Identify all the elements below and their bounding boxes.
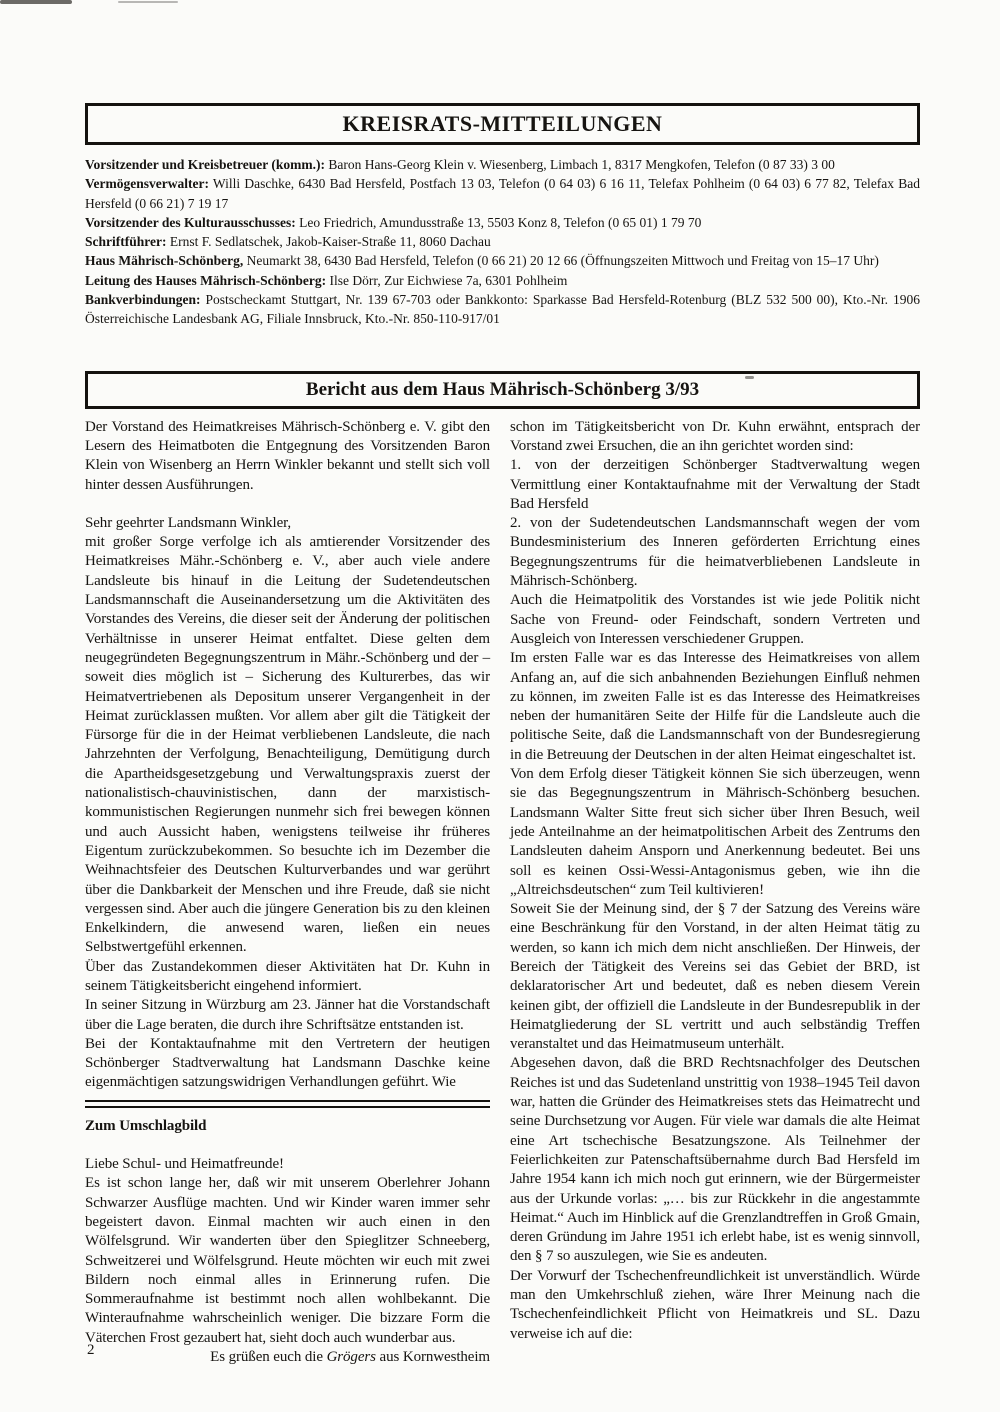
article-columns <box>85 418 920 1368</box>
paragraph: schon im Tätigkeitsbericht von Dr. Kuhn erwähnt, entsprach der Vorstand zwei Ersuchen, die an ihn gerichtet worden sind: <box>510 418 920 454</box>
contact-text: Ilse Dörr, Zur Eichwiese 7a, 6301 Pohlheim <box>329 272 568 288</box>
masthead-contacts <box>85 155 920 329</box>
left-column <box>85 418 490 1368</box>
contact-text: Postscheckamt Stuttgart, Nr. 139 67-703 oder Bankkonto: Sparkasse Bad Hersfeld-Rotenburg (BLZ 532 500 00), Kto.-Nr. 1906 Österreichische Landesbank AG, Filiale Innsbruck, Kto.-Nr. 850-110-917/01 <box>85 292 921 327</box>
contact-label: Bankverbindungen: <box>85 292 201 308</box>
paragraph: Der Vorstand des Heimatkreises Mährisch-Schönberg e. V. gibt den Lesern des Heimatboten die Entgegnung des Vorsitzenden Baron Klein von Wisenberg an Herrn Winkler bekannt und stellt sich voll hinter dessen Ausführungen. <box>85 418 490 493</box>
cover-note-heading: Zum Umschlagbild <box>85 1117 207 1134</box>
paragraph-list-item-1: 1. von der derzeitigen Schönberger Stadtverwaltung wegen Vermittlung einer Kontaktaufnahme mit der Verwaltung der Stadt Bad Hersfeld <box>510 457 920 512</box>
contact-label: Vermögensverwalter: <box>85 176 209 192</box>
contact-text: Leo Friedrich, Amundusstraße 13, 5503 Konz 8, Telefon (0 65 01) 1 79 70 <box>299 214 702 230</box>
contact-text: Ernst F. Sedlatschek, Jakob-Kaiser-Straße 11, 8060 Dachau <box>169 234 491 250</box>
paragraph: Es ist schon lange her, daß wir mit unserem Oberlehrer Johann Schwarzer Ausflüge machten. Und wir Kinder waren immer sehr begeistert davon. Einmal machten wir auch einen in den Wölfelsgrund. Wir wanderten über den Spieglitzer Schneeberg, Schweitzerei und Wölfelsgrund. Heute möchten wir euch mit zwei Bildern noch einmal alles in Erinnerung rufen. Die Sommeraufnahme ist bestimmt noch allen wohlbekannt. Die Winteraufnahme wahrscheinlich weniger. Die bizzare Form die Väterchen Frost gezaubert hat, sieht doch auch wunderbar aus. <box>85 1175 490 1346</box>
paragraph: Der Vorwurf der Tschechenfreundlichkeit ist unverständlich. Würde man den Umkehrschluß ziehen, wäre Ihrer Meinung nach die Tschechenfeindlichkeit Pflicht von Heimatkreis und SL. Dazu verweise ich auf die: <box>510 1267 920 1342</box>
contact-label: Schriftführer: <box>85 234 167 250</box>
paragraph: Über das Zustandekommen dieser Aktivitäten hat Dr. Kuhn in seinem Tätigkeitsbericht eingehend informiert. <box>85 958 490 994</box>
paragraph: Bei der Kontaktaufnahme mit den Vertretern der heutigen Schönberger Stadtverwaltung hat Landsmann Daschke keine eigenmächtigen satzungswidrigen Verhandlungen geführt. Wie <box>85 1035 490 1091</box>
page-content <box>85 0 920 1367</box>
contact-line-bank <box>85 290 920 329</box>
signature-line <box>85 1348 490 1367</box>
paragraph: Liebe Schul- und Heimatfreunde! <box>85 1156 284 1173</box>
article-heading: Bericht aus dem Haus Mährisch-Schönberg 3/93 <box>305 378 700 400</box>
page-number: 2 <box>87 1342 95 1358</box>
paragraph: mit großer Sorge verfolge ich als amtierender Vorsitzender des Heimatkreises Mähr.-Schönberg e. V., aber auch viele andere Landsleute bis hinauf in die Leitung der Sudetendeutschen Landsmannschaft die Auseinandersetzung um die Aktivitäten des Vorstandes des Vereins, die dieser seit der Änderung der politischen Verhältnisse in unserer Heimat entfaltet. Diese gelten dem neugegründeten Begegnungszentrum in Mähr.-Schönberg und der – soweit dies möglich ist – Sicherung des Kulturerbes, das wir Heimatvertriebenen als Depositum unserer Vergangenheit in der Heimat zurücklassen mußten. Vor allem aber gilt die Tätigkeit der Fürsorge für die in der Heimat verbliebenen Landsleute, die nach Jahrzehnten der Verfolgung, Benachteiligung, Demütigung durch die Apartheidsgesetzgebung und Verwaltungspraxis zuerst der nationalistisch-chauvinistischen, dann der marxistisch-kommunistischen Regierungen nunmehr sich frei bewegen können und auch Aussicht haben, wenigstens teilweise ihr früheres Eigentum zurückzubekommen. So besuchte ich im Dezember die Weihnachtsfeier des Deutschen Kulturverbandes und war gerührt über die Dankbarkeit der Menschen und ihre Freude, daß sie nicht vergessen sind. Aber auch die jüngere Generation bis zu den kleinen Enkelkindern, die anwesend waren, ließen ein neues Selbstwertgefühl erkennen. <box>85 534 490 956</box>
contact-line-chairman <box>85 155 920 174</box>
masthead-title-box <box>85 103 920 145</box>
contact-text: Willi Daschke, 6430 Bad Hersfeld, Postfach 13 03, Telefon (0 64 03) 6 16 11, Telefax Pohlheim (0 64 03) 6 77 82, Telefax Bad Hersfeld (0 66 21) 7 19 17 <box>85 176 920 211</box>
signature-suffix: aus Kornwestheim <box>375 1349 490 1366</box>
contact-label: Vorsitzender des Kulturausschusses: <box>85 214 296 230</box>
masthead-title: KREISRATS-MITTEILUNGEN <box>342 111 663 136</box>
scan-artifact <box>0 0 72 4</box>
contact-label: Haus Mährisch-Schönberg, <box>85 253 244 269</box>
contact-text: Neumarkt 38, 6430 Bad Hersfeld, Telefon (0 66 21) 20 12 66 (Öffnungszeiten Mittwoch und Freitag von 15–17 Uhr) <box>246 253 879 269</box>
contact-label: Leitung des Hauses Mährisch-Schönberg: <box>85 272 327 288</box>
contact-line-house <box>85 251 920 270</box>
contact-label: Vorsitzender und Kreisbetreuer (komm.): <box>85 157 325 172</box>
article-heading-box <box>85 371 920 409</box>
paragraph: Im ersten Falle war es das Interesse des Heimatkreises von allem Anfang an, auf die sich anbahnenden Beziehungen Einfluß nehmen zu können, im zweiten Falle ist es das Interesse des Heimatkreises neben der humanitären Seite der Hilfe für die Landsleute auch die politische Seite, daß die Landsmannschaft von der Bundesregierung in die Betreuung der Deutschen in der alten Heimat eingeschaltet ist. <box>510 650 920 763</box>
paragraph-list-item-2: 2. von der Sudetendeutschen Landsmannschaft wegen der vom Bundesministerium des Inneren geförderten Errichtung eines Begegnungszentrums für die heimatverbliebenen Landsleute in Mährisch-Schönberg. <box>510 515 920 590</box>
paragraph: Abgesehen davon, daß die BRD Rechtsnachfolger des Deutschen Reiches ist und das Sudetenland unstrittig von 1938–1945 Teil davon war, hatten die Gründer des Heimatkreises stets das Heimatrecht und seine Durchsetzung vor Augen. Für viele war damals die alte Heimat eine Art tschechische Besatzungszone. Als Teilnehmer der Feierlichkeiten zur Patenschaftsübernahme durch Bad Hersfeld im Jahre 1954 kann ich mich noch gut erinnern, wie der Bürgermeister aus der Urkunde vorlas: „… bis zur Rückkehr in die angestammte Heimat.“ Auch im Hinblick auf die Grenzlandtreffen in Groß Gmain, deren Gründung im Jahre 1951 ich erlebt habe, ist es wenig sinnvoll, den § 7 so auszulegen, wie Sie es andeuten. <box>510 1055 920 1265</box>
section-divider <box>85 1100 490 1108</box>
paragraph-salutation: Sehr geehrter Landsmann Winkler, <box>85 514 292 531</box>
paragraph: Soweit Sie der Meinung sind, der § 7 der Satzung des Vereins wäre eine Beschränkung für den Vorstand, in der alten Heimat tätig zu werden, so kann ich mich dem nicht anschließen. Der Hinweis, der Bereich der Tätigkeit des Vereins sei das Gebiet der BRD, ist deklaratorischer Art und bedeutet, daß es neben diesem Verein keinen gibt, der offiziell die Landsleute in der Bundesrepublik in der Heimatgliederung der SL vertritt und auch selbständig Treffen veranstaltet und das Heimatmuseum unterhält. <box>510 901 920 1053</box>
contact-line-culture-chair <box>85 213 920 232</box>
paragraph: Auch die Heimatpolitik des Vorstandes ist wie jede Politik nicht Sache von Freund- oder Feindschaft, sondern Vertreten und Ausgleich von Interessen verschiedener Gruppen. <box>510 592 920 647</box>
contact-line-secretary <box>85 232 920 251</box>
paragraph: Von dem Erfolg dieser Tätigkeit können Sie sich überzeugen, wenn sie das Begegnungszentrum in Mährisch-Schönberg besuchen. Landsmann Walter Sitte freut sich sicher über Ihren Besuch, weil jede Anteilnahme an der heimatpolitischen Arbeit des Zentrums den Landsleuten daheim Ansporn und Anerkennung bedeutet. Bei uns soll es keinen Ossi-Wessi-Antagonismus geben, wie ihn die „Altreichsdeutschen“ zum Teil kultivieren! <box>510 766 920 898</box>
contact-line-treasurer <box>85 174 920 213</box>
signature-name: Grögers <box>326 1349 376 1366</box>
right-column <box>510 418 920 1368</box>
contact-line-house-lead <box>85 271 920 290</box>
paragraph: In seiner Sitzung in Würzburg am 23. Jänner hat die Vorstandschaft über die Lage beraten, die durch ihre Schriftsätze entstanden ist. <box>85 997 490 1033</box>
contact-text: Baron Hans-Georg Klein v. Wiesenberg, Limbach 1, 8317 Mengkofen, Telefon (0 87 33) 3 00 <box>328 157 835 172</box>
signature-prefix: Es grüßen euch die <box>210 1349 327 1366</box>
